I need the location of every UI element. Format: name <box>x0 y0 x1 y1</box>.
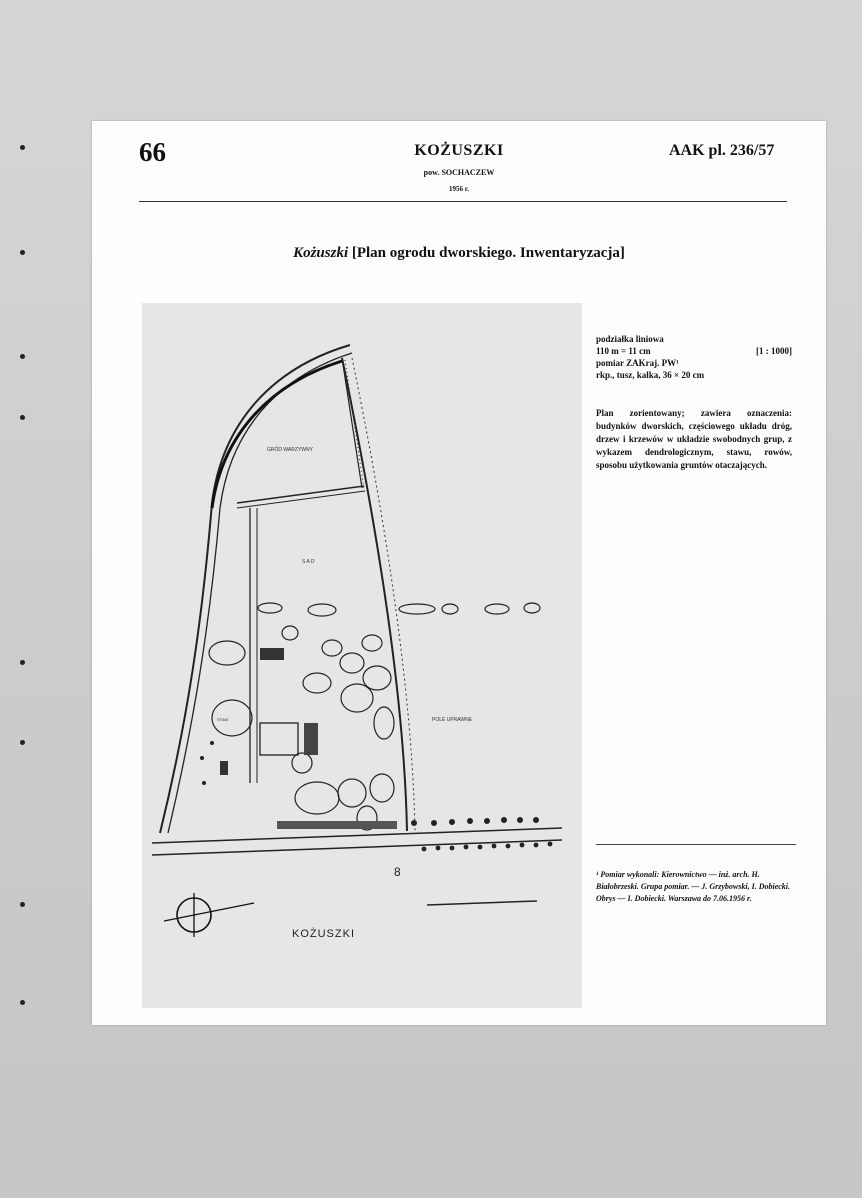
binder-hole <box>20 660 25 665</box>
binder-hole <box>20 250 25 255</box>
plan-label-field: POLE UPRAWNE <box>432 717 473 723</box>
binder-hole <box>20 354 25 359</box>
plan-mark-number: 8 <box>394 865 401 879</box>
plan-label-orchard: S A D <box>302 559 315 565</box>
catalog-card <box>92 121 826 1025</box>
scale-ratio: [1 : 1000] <box>756 346 792 356</box>
technical-info <box>596 333 792 381</box>
page-number: 66 <box>139 137 166 167</box>
description: Plan zorientowany; zawiera oznaczenia: budynków dworskich, częściowego układu dróg, drzew i krzewów w układzie swobodnych grup, z wykazem dendrologicznym, stawu, rowów, sposobu użytkowania gruntów otaczających. <box>596 408 792 470</box>
footnote: ¹ Pomiar wykonali: Kierownictwo — inż. arch. H. Białobrzeski. Grupa pomiar. — J. Grzybowski, I. Dobiecki. Obrys — I. Dobiecki. Warszawa do 7.06.1956 r. <box>596 870 791 903</box>
header-rule <box>139 201 787 202</box>
survey-note: pomiar ZAKraj. PW¹ <box>596 358 679 368</box>
scale-value: 110 m = 11 cm <box>596 346 651 356</box>
plan-label-vegetable: GRÓD WARZYWNY <box>267 447 313 453</box>
scale-row <box>596 345 792 357</box>
plan-drawing <box>142 303 582 1008</box>
binder-hole <box>20 902 25 907</box>
plan-label-kozuszki: KOŻUSZKI <box>292 928 356 940</box>
place-name: KOŻUSZKI <box>414 142 504 159</box>
scale-label: podziałka liniowa <box>596 334 664 344</box>
binder-hole <box>20 145 25 150</box>
county-name: pow. SOCHACZEW <box>423 168 495 177</box>
binder-hole <box>20 740 25 745</box>
title-place: Kożuszki <box>293 245 349 261</box>
title-text: [Plan ogrodu dworskiego. Inwentaryzacja] <box>351 245 625 261</box>
document-title <box>92 245 826 262</box>
plan-label-pond: STAW <box>217 717 229 722</box>
binder-hole <box>20 1000 25 1005</box>
binder-hole <box>20 415 25 420</box>
format-note: rkp., tusz, kalka, 36 × 20 cm <box>596 370 705 380</box>
year: 1956 r. <box>449 185 469 193</box>
archive-reference: AAK pl. 236/57 <box>669 142 775 159</box>
garden-plan-image <box>142 303 582 1008</box>
footnote-rule <box>596 844 796 845</box>
